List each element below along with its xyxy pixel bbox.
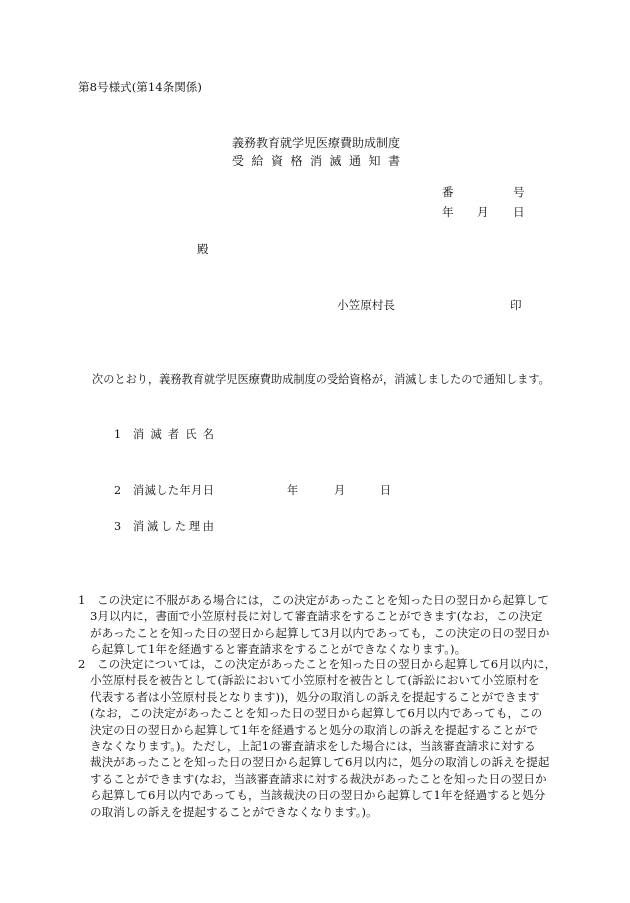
note-line: の取消しの訴えを提起することができなくなります。)。 (90, 804, 378, 819)
note-2 (78, 656, 556, 820)
item-label-reason: 消 滅 し た 理 由 (133, 520, 214, 533)
note-line: 1 この決定に不服がある場合には，この決定があったことを知った日の翌日から起算して (78, 593, 550, 607)
note-line: 3月以内に，書面で小笠原村長に対して審査請求をすることができます(なお，この決定 (90, 609, 543, 624)
issuer-name: 小笠原村長 (337, 298, 395, 312)
item-number-2: 2 (114, 484, 122, 497)
note-line: 決定の日の翌日から起算して1年を経過すると処分の取消しの訴えを提起することがで (90, 722, 538, 737)
note-line: があったことを知った日の翌日から起算して3月以内であっても，この決定の日の翌日か (90, 625, 550, 640)
note-line: 2 この決定については，この決定があったことを知った日の翌日から起算して6月以内に， (78, 657, 557, 671)
item-date-month: 月 (334, 484, 346, 497)
note-line: きなくなります。)。ただし，上記1の審査請求をした場合には，当該審査請求に対する (90, 738, 536, 753)
item-date-year: 年 (287, 484, 299, 497)
recipient-suffix: 殿 (197, 242, 209, 256)
item-date-day: 日 (380, 484, 392, 497)
date-day-label: 日 (513, 205, 525, 219)
item-label-date: 消滅した年月日 (133, 484, 214, 497)
note-1 (78, 592, 549, 658)
notice-title: 義務教育就学児医療費助成制度 (232, 136, 401, 150)
note-line: ら起算して1年を経過すると審査請求をすることができなくなります。)。 (90, 642, 467, 657)
item-number-3: 3 (114, 520, 122, 533)
date-year-label: 年 (442, 205, 454, 219)
doc-number-go: 号 (513, 185, 525, 199)
note-line: 代表する者は小笠原村長となります))，処分の取消しの訴えを提起することができます (90, 689, 540, 704)
date-month-label: 月 (477, 205, 489, 219)
notice-body: 次のとおり，義務教育就学児医療費助成制度の受給資格が，消滅しましたので通知します。 (92, 373, 550, 386)
item-label-name: 消 滅 者 氏 名 (133, 428, 214, 441)
note-line: することができます(なお，当該審査請求に対する裁決があったことを知った日の翌日か (90, 771, 547, 786)
note-line: 小笠原村長を被告として(訴訟において小笠原村を被告として(訴訟において小笠原村を (90, 673, 540, 688)
notice-subtitle: 受 給 資 格 消 滅 通 知 書 (232, 154, 400, 168)
note-line: ら起算して6月以内であっても，当該裁決の日の翌日から起算して1年を経過すると処分 (90, 788, 546, 803)
note-line: 裁決があったことを知った日の翌日から起算して6月以内に，処分の取消しの訴えを提起 (90, 755, 550, 770)
note-line: (なお，この決定があったことを知った日の翌日から起算して6月以内であっても，この (90, 706, 543, 721)
doc-number-ban: 番 (442, 185, 454, 199)
item-number-1: 1 (114, 428, 122, 441)
seal-mark: 印 (510, 298, 522, 312)
form-number: 第8号様式(第14条関係) (78, 80, 202, 94)
